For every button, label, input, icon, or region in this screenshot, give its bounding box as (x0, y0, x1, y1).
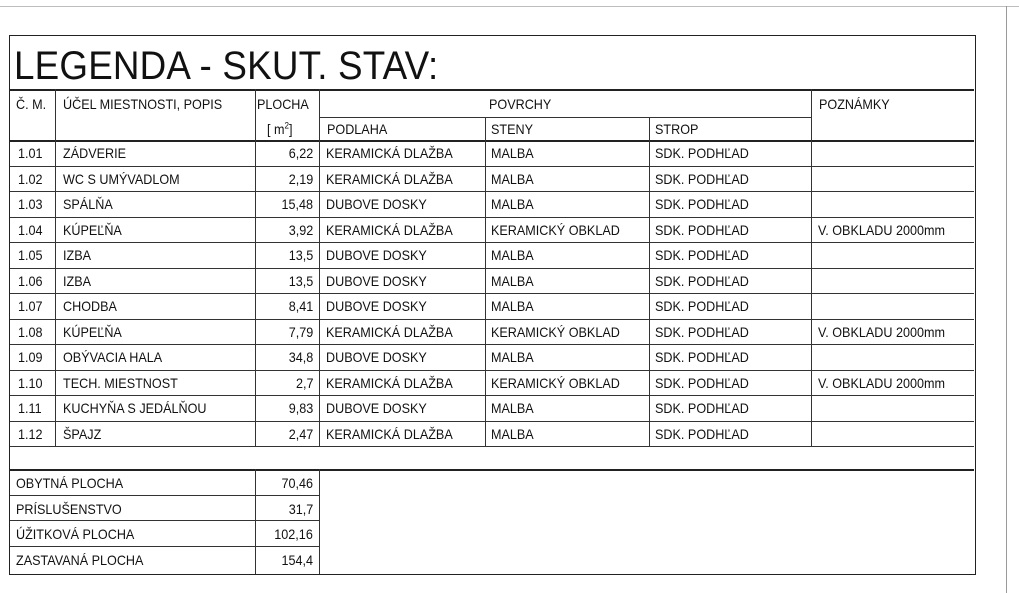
room-number: 1.04 (18, 221, 43, 238)
room-ceiling: SDK. PODHĽAD (655, 374, 749, 391)
room-area: 34,8 (288, 349, 313, 365)
header-ceiling: STROP (655, 121, 699, 137)
room-area: 2,7 (295, 374, 313, 391)
room-walls: MALBA (491, 272, 534, 289)
page-frame-right (1006, 6, 1007, 593)
summary-divider (10, 520, 320, 521)
summary-value: 154,4 (281, 551, 313, 568)
row-divider (10, 242, 974, 243)
summary-value: 31,7 (288, 500, 313, 517)
room-number: 1.07 (18, 298, 43, 314)
room-number: 1.12 (18, 425, 43, 442)
room-name: KUCHYŇA S JEDÁLŇOU (63, 400, 207, 416)
room-number: 1.03 (18, 196, 43, 212)
summary-label: OBYTNÁ PLOCHA (16, 475, 124, 491)
room-area: 8,41 (288, 298, 313, 314)
room-name: ZÁDVERIE (63, 145, 127, 161)
summary-col-line-2 (319, 469, 320, 574)
room-floor: KERAMICKÁ DLAŽBA (326, 374, 453, 391)
room-name: IZBA (63, 247, 92, 263)
room-area: 3,92 (288, 221, 313, 238)
summary-top-line (10, 469, 974, 471)
room-walls: MALBA (491, 247, 534, 263)
summary-value: 70,46 (281, 475, 313, 491)
summary-divider (10, 495, 320, 496)
room-number: 1.01 (18, 145, 43, 161)
room-name: KÚPEĽŇA (63, 221, 122, 238)
row-divider (10, 166, 974, 167)
row-divider (10, 293, 974, 294)
page-frame-top (0, 6, 1019, 7)
room-ceiling: SDK. PODHĽAD (655, 196, 749, 212)
header-area-unit: [ $m^2$] (267, 120, 293, 137)
summary-label: ÚŽITKOVÁ PLOCHA (16, 526, 135, 542)
room-note: V. OBKLADU 2000mm (818, 374, 945, 391)
room-ceiling: SDK. PODHĽAD (655, 247, 749, 263)
room-walls: MALBA (491, 349, 534, 365)
header-purpose: ÚČEL MIESTNOSTI, POPIS (63, 96, 223, 112)
summary-value: 102,16 (274, 526, 313, 542)
room-floor: KERAMICKÁ DLAŽBA (326, 145, 453, 161)
room-ceiling: SDK. PODHĽAD (655, 272, 749, 289)
header-surfaces: POVRCHY (489, 96, 552, 112)
room-area: 7,79 (288, 323, 313, 340)
room-name: IZBA (63, 272, 92, 289)
room-number: 1.10 (18, 374, 43, 391)
row-divider (10, 191, 974, 192)
room-name: ŠPAJZ (63, 425, 102, 442)
header-cm: Č. M. (16, 96, 47, 112)
row-divider (10, 344, 974, 345)
room-number: 1.06 (18, 272, 43, 289)
room-note: V. OBKLADU 2000mm (818, 221, 945, 238)
room-floor: DUBOVE DOSKY (326, 272, 427, 289)
header-walls: STENY (491, 121, 534, 137)
room-walls: MALBA (491, 298, 534, 314)
rooms-bottom-line (10, 446, 974, 447)
room-walls: KERAMICKÝ OBKLAD (491, 323, 620, 340)
room-ceiling: SDK. PODHĽAD (655, 425, 749, 442)
header-area: PLOCHA (257, 96, 309, 112)
title-divider (10, 89, 974, 91)
room-ceiling: SDK. PODHĽAD (655, 400, 749, 416)
summary-label: PRÍSLUŠENSTVO (16, 500, 122, 517)
room-walls: MALBA (491, 170, 534, 187)
room-walls: MALBA (491, 145, 534, 161)
header-notes: POZNÁMKY (819, 96, 890, 112)
room-area: 6,22 (288, 145, 313, 161)
room-number: 1.09 (18, 349, 43, 365)
room-floor: DUBOVE DOSKY (326, 196, 427, 212)
legend-title: LEGENDA - SKUT. STAV: (14, 44, 439, 88)
room-walls: MALBA (491, 400, 534, 416)
room-walls: KERAMICKÝ OBKLAD (491, 374, 620, 391)
room-name: CHODBA (63, 298, 117, 314)
room-floor: DUBOVE DOSKY (326, 298, 427, 314)
room-floor: KERAMICKÁ DLAŽBA (326, 170, 453, 187)
room-area: 15,48 (281, 196, 313, 212)
room-floor: DUBOVE DOSKY (326, 349, 427, 365)
room-area: 13,5 (288, 247, 313, 263)
room-name: KÚPEĽŇA (63, 323, 122, 340)
room-ceiling: SDK. PODHĽAD (655, 145, 749, 161)
room-walls: KERAMICKÝ OBKLAD (491, 221, 620, 238)
row-divider (10, 268, 974, 269)
surfaces-divider (319, 117, 811, 118)
room-name: SPÁLŇA (63, 196, 113, 212)
room-name: WC S UMÝVADLOM (63, 170, 180, 187)
room-area: 13,5 (288, 272, 313, 289)
room-area: 2,19 (288, 170, 313, 187)
room-ceiling: SDK. PODHĽAD (655, 349, 749, 365)
room-number: 1.02 (18, 170, 43, 187)
room-number: 1.11 (18, 400, 42, 416)
room-ceiling: SDK. PODHĽAD (655, 323, 749, 340)
room-name: OBÝVACIA HALA (63, 349, 163, 365)
summary-label: ZASTAVANÁ PLOCHA (16, 551, 144, 568)
room-floor: KERAMICKÁ DLAŽBA (326, 221, 453, 238)
room-area: 2,47 (288, 425, 313, 442)
room-area: 9,83 (288, 400, 313, 416)
room-walls: MALBA (491, 425, 534, 442)
summary-divider (10, 546, 320, 547)
room-floor: DUBOVE DOSKY (326, 400, 427, 416)
room-number: 1.08 (18, 323, 43, 340)
room-ceiling: SDK. PODHĽAD (655, 170, 749, 187)
legend-table (9, 35, 976, 575)
room-note: V. OBKLADU 2000mm (818, 323, 945, 340)
room-ceiling: SDK. PODHĽAD (655, 221, 749, 238)
row-divider (10, 217, 974, 218)
row-divider (10, 319, 974, 320)
room-ceiling: SDK. PODHĽAD (655, 298, 749, 314)
row-divider (10, 370, 974, 371)
row-divider (10, 395, 974, 396)
room-name: TECH. MIESTNOST (63, 374, 178, 391)
room-walls: MALBA (491, 196, 534, 212)
header-floor: PODLAHA (327, 121, 388, 137)
room-floor: KERAMICKÁ DLAŽBA (326, 323, 453, 340)
room-floor: KERAMICKÁ DLAŽBA (326, 425, 453, 442)
room-floor: DUBOVE DOSKY (326, 247, 427, 263)
summary-col-line-1 (255, 469, 256, 574)
room-number: 1.05 (18, 247, 43, 263)
row-divider (10, 421, 974, 422)
header-divider (10, 140, 974, 142)
